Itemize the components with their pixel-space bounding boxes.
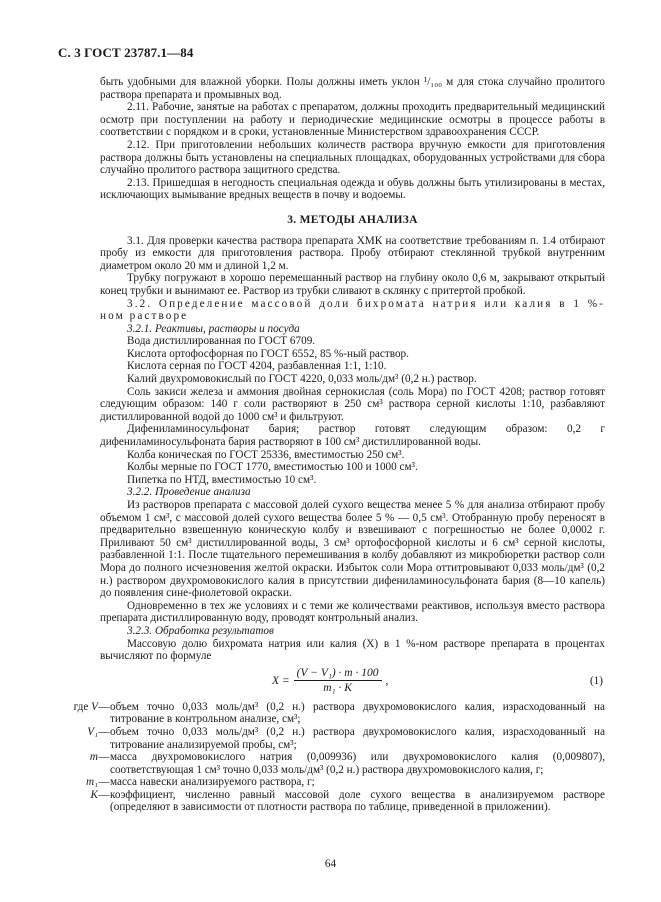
where-word: где (73, 700, 89, 713)
reagent-item: Кислота ортофосфорная по ГОСТ 6552, 85 %-ный раствор. (127, 347, 409, 360)
document-body (73, 76, 605, 814)
reagent-item: Кислота серная по ГОСТ 4204, разбавленная 1:1, 1:10. (127, 360, 387, 373)
definition-symbol: K (90, 788, 98, 801)
subsection-title-3-2-2: 3.2.2. Проведение анализа (127, 486, 251, 499)
calculation-intro: Массовую долю бихромата натрия или калия (X) в 1 %-ном растворе препарата в процентах вычисляют по формуле (100, 637, 605, 663)
control-analysis: Одновременно в тех же условиях и с теми же количествами реактивов, используя вместо раствора препарата дистиллированную воду, проводят контрольный анализ. (100, 599, 605, 625)
section-title: 3. МЕТОДЫ АНАЛИЗА (287, 213, 418, 226)
definition-row: K — коэффициент, численно равный массовой доле сухого вещества в анализируемом растворе (определяют в зависимости от плотности раствора по таблице, приведенной в приложении). (58, 789, 605, 814)
definition-symbol: где V (73, 700, 98, 713)
formula-trail: , (385, 674, 389, 687)
subsection-title-3-2-3: 3.2.3. Обработка результатов (127, 624, 274, 637)
glassware-item: Пипетка по НТД, вместимостью 10 см³. (127, 473, 317, 486)
page-number: 64 (324, 858, 337, 870)
formula-lhs: X = (272, 674, 290, 687)
definition-row: где V — объем точно 0,033 моль/дм³ (0,2 н.) раствора двухромовокислого калия, израсходованный на титрование в контрольном анализе, см³; (58, 701, 605, 726)
definition-symbol: m (89, 751, 98, 764)
paragraph: быть удобными для влажной уборки. Полы должны иметь уклон ¹/₁₀₀ м для стока случайно пролитого раствора препарата и промывных вод. (100, 76, 605, 101)
definition-text: коэффициент, численно равный массовой доле сухого вещества в анализируемом растворе (определяют в зависимости от плотности раствора по таблице, приведенной в приложении). (110, 788, 605, 814)
equation-number: (1) (589, 674, 603, 687)
definition-symbol: V₁ (87, 725, 98, 738)
formula-block (100, 665, 605, 699)
analysis-procedure: Из растворов препарата с массовой долей сухого вещества менее 5 % для анализа отбирают пробу объемом 1 см³, с массовой долей сухого вещества более 5 % — 0,5 см³. Отобранную пробу переносят в предварительно взвешенную коническую колбу и взвешивают с погрешностью не более 0,0002 г. Приливают 50 см³ дистиллированной воды, 3 см³ ортофосфорной кислоты и 6 см³ серной кислоты, разбавленной 1:1. После тщательного перемешивания в колбу добавляют из микробюретки раствор соли Мора до полного исчезновения желтой окраски. Избыток соли Мора оттитровывают 0,033 моль/дм³ (0,2 н.) раствором двухромовокислого калия в присутствии дифениламиносульфоната бария (8—10 капель) до появления сине-фиолетовой окраски. (100, 499, 605, 600)
paragraph-3-1: 3.1. Для проверки качества раствора препарата ХМК на соответствие требованиям п. 1.4 отбирают пробу из емкости для приготовления раствора. Пробу отбирают стеклянной трубкой внутренним диаметром около 20 мм и длиной 1,2 м. (100, 234, 605, 272)
definition-text: объем точно 0,033 моль/дм³ (0,2 н.) раствора двухромовокислого калия, израсходованный на титрование в контрольном анализе, см³; (110, 700, 605, 726)
subsection-title-3-2-1: 3.2.1. Реактивы, растворы и посуда (127, 322, 300, 335)
formula-fraction (294, 667, 382, 695)
paragraph-2-12: 2.12. При приготовлении небольших количеств раствора вручную емкости для приготовления раствора должны быть установлены на специальных площадках, оборудованных устройствами для сбора случайно пролитого раствора защитного средства. (100, 138, 605, 177)
formula (272, 667, 388, 695)
formula-denominator: m₁ · K (323, 682, 352, 695)
glassware-item: Колбы мерные по ГОСТ 1770, вместимостью 100 и 1000 см³. (127, 461, 418, 474)
formula-numerator: (V − V₁) · m · 100 (294, 667, 382, 682)
definition-text: масса двухромовокислого натрия (0,009936) или двухромовокислого калия (0,009807), соответствующая 1 см³ точно 0,033 моль/дм³ (0,2 н.) раствора двухромовокислого калия, г; (110, 751, 605, 776)
definition-text: объем точно 0,033 моль/дм³ (0,2 н.) раствора двухромовокислого калия, израсходованный на титрование анализируемой пробы, см³; (110, 725, 605, 751)
glassware-item: Колба коническая по ГОСТ 25336, вместимостью 250 см³. (127, 448, 405, 461)
paragraph-2-11: 2.11. Рабочие, занятые на работах с препаратом, должны проходить предварительный медицинский осмотр при поступлении на работу и периодические медицинские осмотры в процессе работы в соответствии с порядком и в сроки, установленные Министерством здравоохранения СССР. (100, 101, 605, 139)
definition-row: V₁ — объем точно 0,033 моль/дм³ (0,2 н.) раствора двухромовокислого калия, израсходованный на титрование анализируемой пробы, см³; (58, 726, 605, 751)
reagent-diphenylamine: Дифениламиносульфонат бария; раствор готовят следующим образом: 0,2 г дифениламиносульфоната бария растворяют в 100 см³ дистиллированной воды. (100, 423, 605, 449)
definition-text: масса навески анализируемого раствора, г; (110, 776, 315, 789)
page-header: С. 3 ГОСТ 23787.1—84 (58, 45, 194, 60)
definition-row: m — масса двухромовокислого натрия (0,009936) или двухромовокислого калия (0,009807), соответствующая 1 см³ точно 0,033 моль/дм³ (0,2 н.) раствора двухромовокислого калия, г; (58, 751, 605, 776)
paragraph-2-13: 2.13. Пришедшая в негодность специальная одежда и обувь должны быть утилизированы в местах, исключающих вымывание вредных веществ в почву и водоемы. (100, 176, 605, 202)
reagent-item: Вода дистиллированная по ГОСТ 6709. (127, 335, 316, 348)
paragraph-3-1-b: Трубку погружают в хорошо перемешанный раствор на глубину около 0,6 м, закрывают открытый конец трубки и вынимают ее. Раствор из трубки сливают в склянку с притертой пробкой. (100, 272, 605, 297)
definition-row: m₁ — масса навески анализируемого раствора, г; (58, 776, 605, 789)
reagent-mohr-salt: Соль закиси железа и аммония двойная сернокислая (соль Мора) по ГОСТ 4208; раствор готовят следующим образом: 140 г соли растворяют в 250 см³ раствора серной кислоты 1:10, разбавляют дистиллированной водой до 1000 см³ и фильтруют. (100, 385, 605, 423)
subsection-title-3-2: 3.2. Определение массовой доли бихромата натрия или калия в 1 %-ном растворе (100, 297, 605, 323)
variable-definitions (58, 701, 605, 814)
reagent-item: Калий двухромовокислый по ГОСТ 4220, 0,033 моль/дм³ (0,2 н.) раствор. (127, 373, 477, 386)
definition-symbol: m₁ (86, 776, 98, 789)
